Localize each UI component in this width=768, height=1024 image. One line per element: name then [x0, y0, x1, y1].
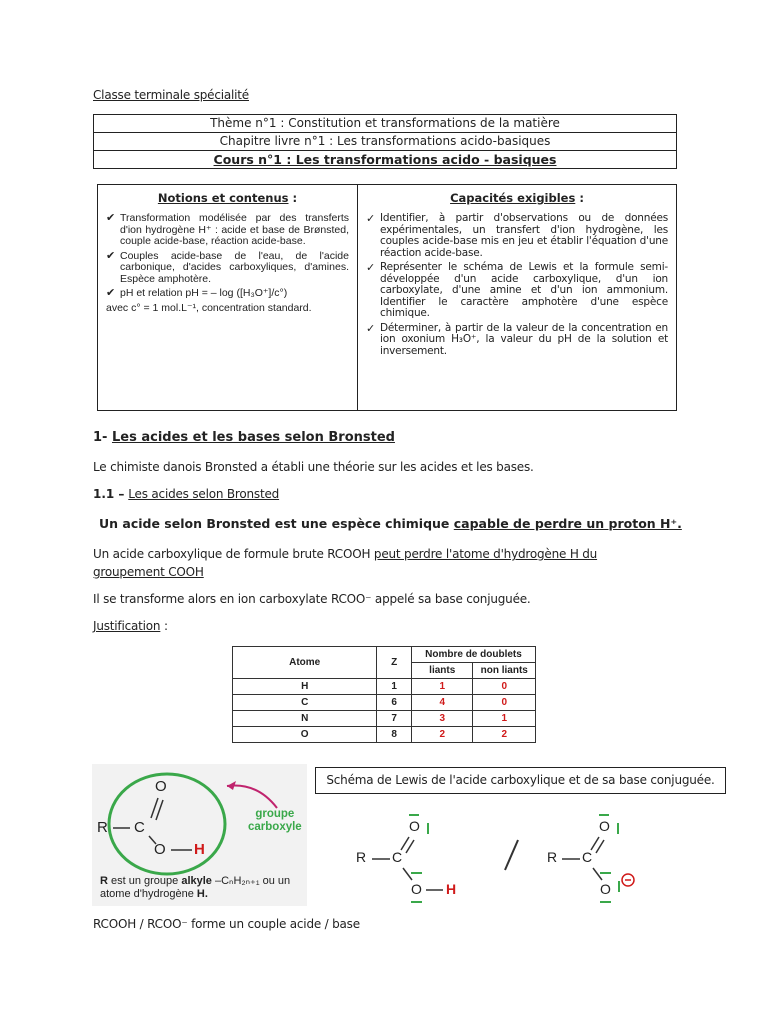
section-1-intro: Le chimiste danois Bronsted a établi une théorie sur les acides et les bases.	[93, 460, 534, 474]
notions-list	[98, 213, 357, 300]
acid-atom-r: R	[356, 849, 367, 865]
non-liants-cell: 0	[473, 679, 536, 695]
conjugate-base-paragraph: Il se transforme alors en ion carboxylate RCOO⁻ appelé sa base conjuguée.	[93, 592, 531, 606]
atom-h: H	[194, 841, 205, 858]
notions-table	[97, 184, 677, 411]
capacites-column	[358, 185, 676, 410]
base-atom-c: C	[582, 849, 593, 865]
col-non-liants: non liants	[473, 663, 536, 679]
atom-cell: N	[233, 711, 377, 727]
base-atom-r: R	[547, 849, 558, 865]
standard-note: avec c° = 1 mol.L⁻¹, concentration standard.	[106, 301, 312, 314]
carboxyl-figure	[92, 764, 307, 906]
capacites-heading: Capacités exigibles :	[450, 191, 584, 205]
atom-cell: C	[233, 695, 377, 711]
notions-column	[98, 185, 358, 410]
z-cell: 1	[377, 679, 412, 695]
acid-atom-h: H	[446, 881, 457, 897]
check-icon: ✔	[106, 212, 116, 224]
list-item: ✓ Déterminer, à partir de la valeur de la concentration en ion oxonium H₃O⁺, la valeur du pH de la solution et inversement.	[366, 321, 668, 357]
col-z: Z	[377, 647, 412, 679]
theme-title: Thème n°1 : Constitution et transformations de la matière	[94, 115, 676, 133]
z-cell: 7	[377, 711, 412, 727]
non-liants-cell: 2	[473, 727, 536, 743]
base-atom-o-double: O	[599, 818, 610, 834]
acid-atom-o-double: O	[409, 818, 420, 834]
liants-cell: 2	[411, 727, 473, 743]
table-row	[233, 695, 536, 711]
section-1-1-heading: 1.1 – Les acides selon Bronsted	[93, 487, 280, 501]
lewis-structures	[340, 812, 670, 916]
list-item: ✓ Représenter le schéma de Lewis et la formule semi-développée d'un acide carboxylique, d'un ion carboxylate, d'une amine et d'un ion ammonium. Identifier le caractère amphotère d'une espèce chimique.	[366, 261, 668, 319]
col-doublets: Nombre de doublets	[411, 647, 535, 663]
section-1-heading: 1- Les acides et les bases selon Bronsted	[93, 430, 395, 445]
atom-cell: O	[233, 727, 377, 743]
table-row	[233, 711, 536, 727]
check-icon: ✔	[106, 249, 116, 262]
atom-o-single: O	[154, 841, 166, 858]
liants-cell: 3	[411, 711, 473, 727]
check-icon: ✓	[366, 321, 376, 335]
atom-cell: H	[233, 679, 377, 695]
col-atome: Atome	[233, 647, 377, 679]
justification-label: Justification :	[93, 619, 168, 633]
base-atom-o-single: O	[600, 881, 611, 897]
liants-cell: 1	[411, 679, 473, 695]
z-cell: 8	[377, 727, 412, 743]
table-row	[233, 727, 536, 743]
title-box	[93, 114, 677, 169]
atom-r: R	[97, 819, 108, 836]
figure-caption: R est un groupe alkyle –CₙH₂ₙ₊₁ ou un atome d'hydrogène H.	[100, 875, 291, 900]
check-icon: ✓	[366, 261, 376, 274]
liants-cell: 4	[411, 695, 473, 711]
lewis-caption: Schéma de Lewis de l'acide carboxylique et de sa base conjuguée.	[315, 767, 726, 794]
capacites-list	[358, 213, 676, 357]
atom-o-double: O	[155, 778, 167, 795]
col-liants: liants	[411, 663, 473, 679]
atom-table	[232, 646, 536, 743]
acid-atom-c: C	[392, 849, 403, 865]
list-item: ✔ Couples acide-base de l'eau, de l'acide carbonique, d'acides carboxyliques, d'amines. Espèce amphotère.	[106, 249, 349, 285]
acid-atom-o-single: O	[411, 881, 422, 897]
atom-c: C	[134, 819, 145, 836]
table-row	[233, 679, 536, 695]
non-liants-cell: 0	[473, 695, 536, 711]
list-item: ✔ Transformation modélisée par des transferts d'ion hydrogène H⁺ : acide et base de Brønsted, couple acide-base, réaction acide-base.	[106, 212, 349, 247]
check-icon: ✓	[366, 212, 376, 225]
acid-definition: Un acide selon Bronsted est une espèce chimique capable de perdre un proton H⁺.	[99, 516, 682, 531]
class-label: Classe terminale spécialité	[93, 88, 249, 102]
non-liants-cell: 1	[473, 711, 536, 727]
acid-paragraph: Un acide carboxylique de formule brute RCOOH peut perdre l'atome d'hydrogène H du groupement COOH	[93, 547, 598, 579]
chapter-title: Chapitre livre n°1 : Les transformations acido-basiques	[94, 133, 676, 151]
check-icon: ✔	[106, 287, 116, 299]
course-title: Cours n°1 : Les transformations acido - basiques	[213, 152, 557, 167]
groupe-carboxyle-label: groupe carboxyle	[248, 808, 302, 833]
list-item: ✓ Identifier, à partir d'observations ou de données expérimentales, un transfert d'ion hydrogène, les couples acide-base mis en jeu et établir l'équation d'une réaction acide-base.	[366, 212, 668, 259]
notions-heading: Notions et contenus :	[157, 191, 298, 205]
couple-statement: RCOOH / RCOO⁻ forme un couple acide / base	[93, 917, 360, 931]
list-item: ✔ pH et relation pH = – log ([H₃O⁺]/c°)	[106, 287, 288, 299]
z-cell: 6	[377, 695, 412, 711]
